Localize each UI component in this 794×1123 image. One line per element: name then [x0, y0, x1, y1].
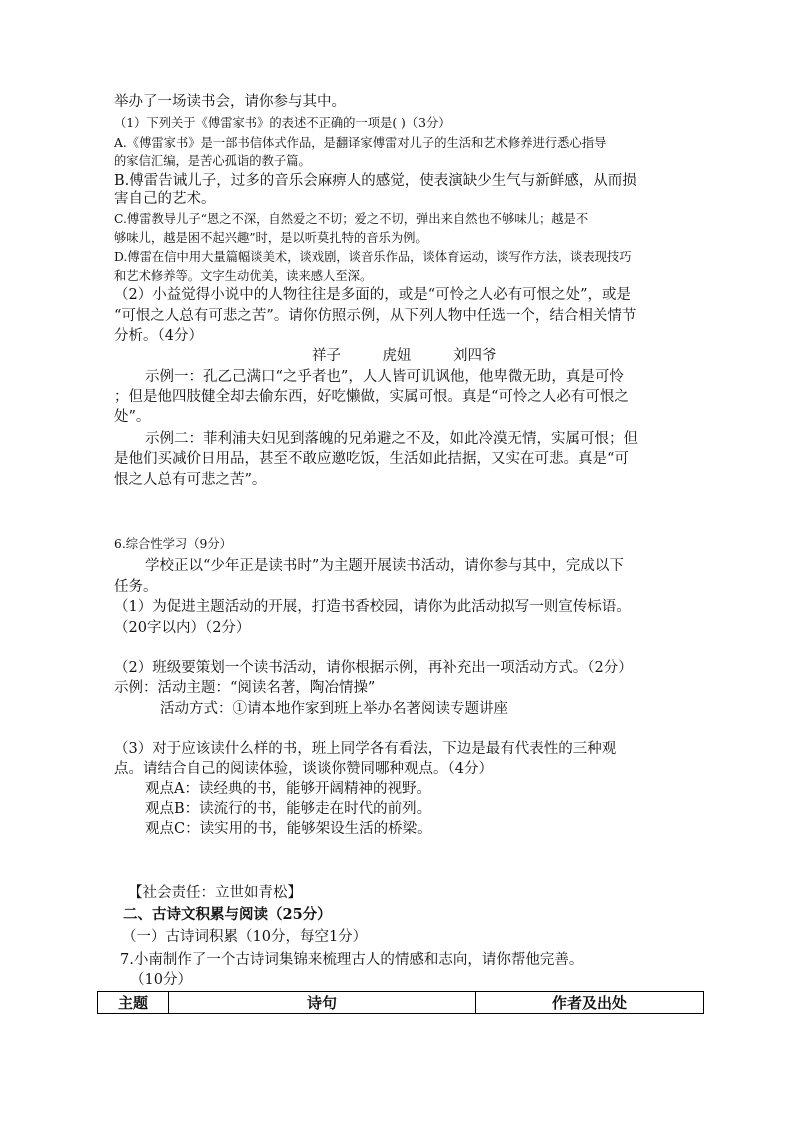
viewpoint-b: 观点B：读流行的书，能够走在时代的前列。 [145, 801, 432, 817]
section-6-q3-line2: 点。请结合自己的阅读体验，谈谈你赞同哪种观点。（4分） [114, 761, 493, 777]
section-2-heading: 二、古诗文积累与阅读（25分） [123, 906, 332, 923]
question-2-line2: “可恨之人总有可悲之苦”。请你仿照示例，从下列人物中任选一个，结合相关情节 [114, 308, 637, 324]
section-6-example-method: 活动方式：①请本地作家到班上举办名著阅读专题讲座 [160, 701, 508, 717]
question-7-line2: （10分） [130, 972, 192, 988]
question-1-stem: （1）下列关于《傅雷家书》的表述不正确的一项是( )（3分） [114, 116, 451, 130]
example-2-line1: 示例二：菲利浦夫妇见到落魄的兄弟避之不及，如此冷漠无情，实属可恨；但 [145, 431, 638, 447]
example-2-line2: 是他们买减价日用品，甚至不敢应邀吃饭，生活如此拮据，又实在可悲。真是“可 [114, 451, 629, 467]
section-6-title: 6.综合性学习（9分） [114, 537, 232, 551]
viewpoint-a: 观点A：读经典的书，能够开阔精神的视野。 [145, 781, 431, 797]
social-responsibility-banner: 【社会责任：立世如青松】 [128, 885, 302, 901]
example-1-line1: 示例一：孔乙己满口“之乎者也”，人人皆可讥讽他，他卑微无助，真是可怜 [145, 369, 624, 385]
section-6-intro-line1: 学校正以“少年正是读书时”为主题开展读书活动，请你参与其中，完成以下 [145, 558, 624, 574]
section-6-intro-line2: 任务。 [114, 579, 158, 595]
question-2-line1: （2）小益觉得小说中的人物往往是多面的，或是“可怜之人必有可恨之处”，或是 [114, 287, 632, 303]
question-2-line3: 分析。（4分） [114, 328, 203, 344]
option-c-line2: 够味儿，越是困不起兴趣”时，是以听莫扎特的音乐为例。 [114, 231, 428, 245]
section-2-subheading: （一）古诗词积累（10分，每空1分） [122, 929, 368, 945]
example-2-line3: 恨之人总有可悲之苦”。 [114, 472, 267, 488]
viewpoint-c: 观点C：读实用的书，能够架设生活的桥梁。 [145, 821, 432, 837]
header-verse: 诗句 [169, 992, 476, 1014]
poetry-table-header-row [98, 992, 704, 1014]
poetry-table [97, 991, 704, 1014]
section-6-example-theme: 示例：活动主题：“阅读名著，陶冶情操” [114, 680, 376, 696]
option-d-line1: D.傅雷在信中用大量篇幅谈美术，谈戏剧，谈音乐作品，谈体育运动，谈写作方法，谈表现技巧 [114, 250, 632, 264]
option-d-line2: 和艺术修养等。文字生动优美，读来感人至深。 [114, 269, 373, 283]
character-list: 祥子 虎妞 刘四爷 [312, 348, 497, 364]
example-1-line3: 处”。 [114, 409, 151, 425]
option-b-line1: B.傅雷告诫儿子，过多的音乐会麻痹人的感觉，使表演缺少生气与新鲜感，从而损 [114, 173, 637, 189]
example-1-line2: ；但是他四肢健全却去偷东西，好吃懒做，实属可恨。真是“可怜之人必有可恨之 [114, 389, 629, 405]
passage-intro-line: 举办了一场读书会，请你参与其中。 [114, 94, 346, 110]
section-6-q2: （2）班级要策划一个读书活动，请你根据示例，再补充出一项活动方式。（2分） [114, 660, 633, 676]
section-6-q1-line2: （20字以内）（2分） [114, 620, 251, 636]
section-6-q3-line1: （3）对于应该读什么样的书，班上同学各有看法，下边是最有代表性的三种观 [114, 741, 617, 757]
option-b-line2: 害自己的艺术。 [114, 191, 216, 207]
header-author-source: 作者及出处 [476, 992, 704, 1014]
section-6-q1-line1: （1）为促进主题活动的开展，打造书香校园，请你为此活动拟写一则宣传标语。 [114, 599, 631, 615]
header-theme: 主题 [98, 992, 169, 1014]
option-a-line1: A.《傅雷家书》是一部书信体式作品，是翻译家傅雷对儿子的生活和艺术修养进行悉心指导 [114, 136, 607, 150]
question-7-line1: 7.小南制作了一个古诗词集锦来梳理古人的情感和志向，请你帮他完善。 [120, 952, 584, 968]
option-a-line2: 的家信汇编，是苦心孤诣的教子篇。 [114, 154, 311, 168]
option-c-line1: C.傅雷教导儿子“恩之不深，自然爱之不切；爱之不切，弹出来自然也不够味儿；越是不 [114, 212, 589, 226]
